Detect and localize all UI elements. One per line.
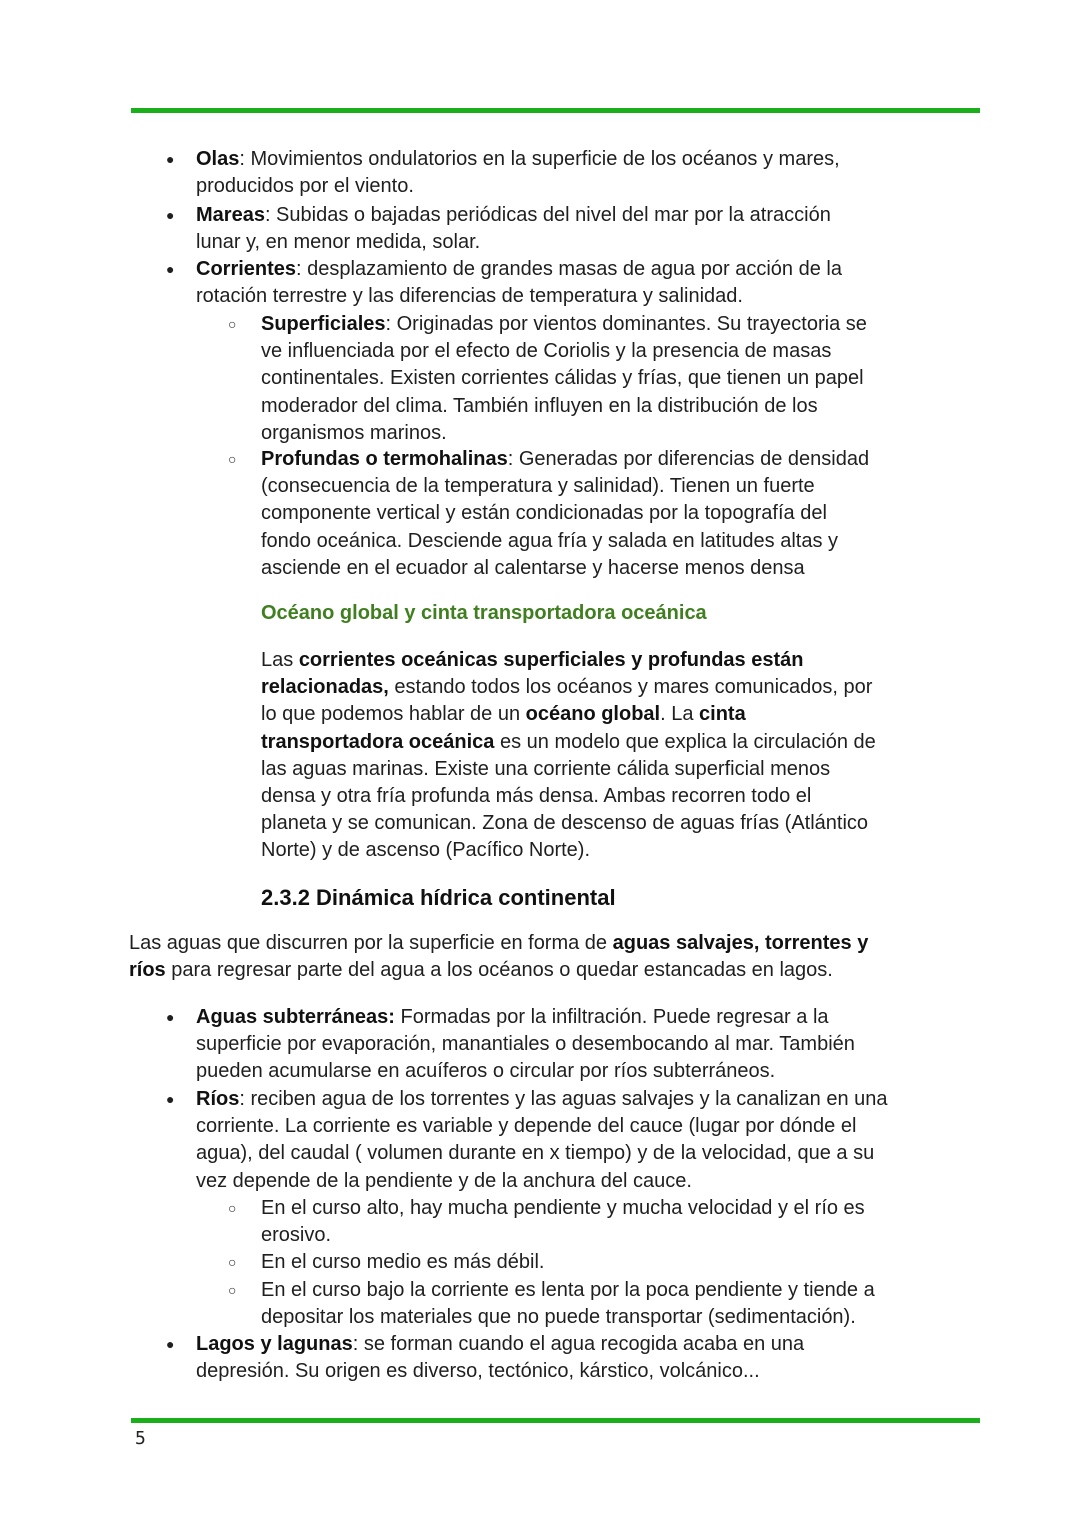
list-item [228,1249,545,1276]
text-line [196,202,831,229]
list-item [166,1086,888,1195]
text-segment: fondo oceánica. Desciende agua fría y salada en latitudes altas y [261,529,839,552]
text-line [196,146,840,173]
page-number: 5 [135,1428,146,1449]
bold-term: Ríos [196,1088,240,1110]
text-line [129,930,868,957]
text-segment: Formadas por la infiltración. Puede regresar a la [394,1006,829,1028]
sub-bullet-icon: ○ [228,316,237,332]
text-line [196,229,831,256]
text-segment: estando todos los océanos y mares comunicados, por [388,676,873,699]
text-segment: : Originadas por vientos dominantes. Su trayectoria se [385,313,867,335]
text-segment: agua), del caudal ( volumen durante en x tiempo) y de la velocidad, que a su [196,1142,875,1165]
bold-term: Superficiales [261,313,386,335]
sub-bullet-icon: ○ [228,451,237,467]
text-segment: En el curso alto, hay mucha pendiente y mucha velocidad y el río es [261,1197,865,1219]
text-segment: producidos por el viento. [196,175,414,198]
text-segment: : Generadas por diferencias de densidad [507,448,870,470]
text-segment: planeta y se comunican. Zona de descenso de aguas frías (Atlántico [261,812,869,835]
bold-term: Mareas [196,204,265,226]
text-segment: las aguas marinas. Existe una corriente cálida superficial menos [261,757,831,780]
text-line [196,256,842,283]
subheading [261,600,707,627]
bold-term: ríos [129,959,166,982]
text-line [261,810,876,837]
text-line [261,756,876,783]
text-line [261,1277,875,1304]
text-segment: organismos marinos. [261,421,447,444]
list-item [166,146,840,200]
bold-term: océano global [525,703,661,726]
text-line [261,338,867,365]
text-line [261,1195,865,1222]
sub-bullet-icon: ○ [228,1254,237,1270]
header-rule [131,108,980,113]
text-line [261,365,867,392]
text-segment: Las [261,649,299,671]
text-segment: . La [660,703,700,726]
text-segment: Las aguas que discurren por la superficie en forma de [129,932,613,954]
text-line [261,393,867,420]
text-segment: lo que podemos hablar de un [261,703,526,726]
text-segment: asciende en el ecuador al calentarse y hacerse menos densa [261,556,805,579]
bold-term: transportadora oceánica [261,730,495,753]
text-segment: En el curso medio es más débil. [261,1251,545,1273]
text-line [261,647,876,674]
text-line [129,957,868,984]
list-item [228,1277,875,1331]
text-segment: vez depende de la pendiente y de la anchura del cauce. [196,1169,692,1192]
text-segment: lunar y, en menor medida, solar. [196,231,481,254]
text-segment: En el curso bajo la corriente es lenta por la poca pendiente y tiende a [261,1279,875,1301]
bold-term: aguas salvajes, torrentes y [612,932,869,954]
text-segment: densa y otra fría profunda más densa. Ambas recorren todo el [261,785,812,808]
bold-term: cinta [699,703,746,726]
bold-term: Profundas o termohalinas [261,448,508,470]
text-segment: 2.3.2 Dinámica hídrica continental [261,885,616,910]
bullet-icon: ● [166,1336,175,1352]
text-line [261,729,876,756]
text-line [196,1113,888,1140]
text-line [261,1304,875,1331]
text-line [196,1031,855,1058]
list-item [166,1331,805,1385]
text-segment: moderador del clima. También influyen en la distribución de los [261,394,818,417]
text-line [261,1222,865,1249]
text-segment: : Subidas o bajadas periódicas del nivel del mar por la atracción [264,204,831,226]
bullet-icon: ● [166,207,175,223]
text-line [196,1168,888,1195]
text-segment: erosivo. [261,1224,332,1247]
text-segment: Norte) y de ascenso (Pacífico Norte). [261,839,591,862]
text-line [196,1140,888,1167]
bullet-icon: ● [166,1091,175,1107]
text-line [261,837,876,864]
bold-term: Lagos y lagunas [196,1333,353,1355]
list-item [166,256,842,310]
text-line [196,1058,855,1085]
text-line [261,528,869,555]
text-segment: : se forman cuando el agua recogida acaba en una [352,1333,805,1355]
text-segment: es un modelo que explica la circulación de [494,730,876,753]
text-segment: corriente. La corriente es variable y depende del cauce (lugar por dónde el [196,1115,857,1138]
text-segment: (consecuencia de la temperatura y salinidad). Tienen un fuerte [261,475,815,498]
text-line [261,783,876,810]
text-line [196,283,842,310]
text-line [261,600,707,627]
text-segment: : desplazamiento de grandes masas de agua por acción de la [296,258,842,280]
text-segment: componente vertical y están condicionadas por la topografía del [261,502,827,525]
text-segment: depresión. Su origen es diverso, tectónico, kárstico, volcánico... [196,1360,760,1383]
text-line [261,1249,544,1276]
section-heading [261,884,616,911]
text-segment: depositar los materiales que no puede transportar (sedimentación). [261,1306,856,1329]
text-line [261,473,869,500]
text-line [196,1004,855,1031]
text-line [261,500,869,527]
bullet-icon: ● [166,261,175,277]
list-item [166,202,831,256]
text-segment: : Movimientos ondulatorios en la superficie de los océanos y mares, [239,148,840,170]
text-line [196,1331,804,1358]
text-line [196,173,840,200]
text-segment: superficie por evaporación, manantiales o desembocando al mar. También [196,1033,855,1056]
bold-term: corrientes oceánicas superficiales y profundas están [298,649,804,671]
bold-term: Olas [196,148,240,170]
text-line [261,311,867,338]
paragraph [129,930,868,984]
list-item [228,1195,865,1249]
sub-bullet-icon: ○ [228,1200,237,1216]
list-item [228,446,870,582]
paragraph [261,647,876,865]
bold-term: relacionadas, [261,676,389,699]
bullet-icon: ● [166,151,175,167]
sub-bullet-icon: ○ [228,1282,237,1298]
text-line [261,701,876,728]
text-line [261,555,869,582]
text-segment: pueden acumularse en acuíferos o circular por ríos subterráneos. [196,1060,776,1083]
bold-term: Aguas subterráneas: [196,1006,395,1028]
list-item [166,1004,855,1086]
text-line [261,446,869,473]
text-segment: rotación terrestre y las diferencias de temperatura y salinidad. [196,285,743,308]
text-line [261,420,867,447]
text-segment: : reciben agua de los torrentes y las aguas salvajes y la canalizan en una [239,1088,888,1110]
list-item [228,311,867,447]
text-segment: Océano global y cinta transportadora oceánica [261,602,707,624]
text-line [261,884,616,911]
text-segment: continentales. Existen corrientes cálidas y frías, que tienen un papel [261,367,864,390]
text-segment: ve influenciada por el efecto de Coriolis y la presencia de masas [261,340,832,363]
text-line [261,674,876,701]
footer-rule [131,1418,980,1423]
text-line [196,1358,804,1385]
bold-term: Corrientes [196,258,297,280]
text-segment: para regresar parte del agua a los océanos o quedar estancadas en lagos. [165,959,833,982]
bullet-icon: ● [166,1009,175,1025]
text-line [196,1086,888,1113]
